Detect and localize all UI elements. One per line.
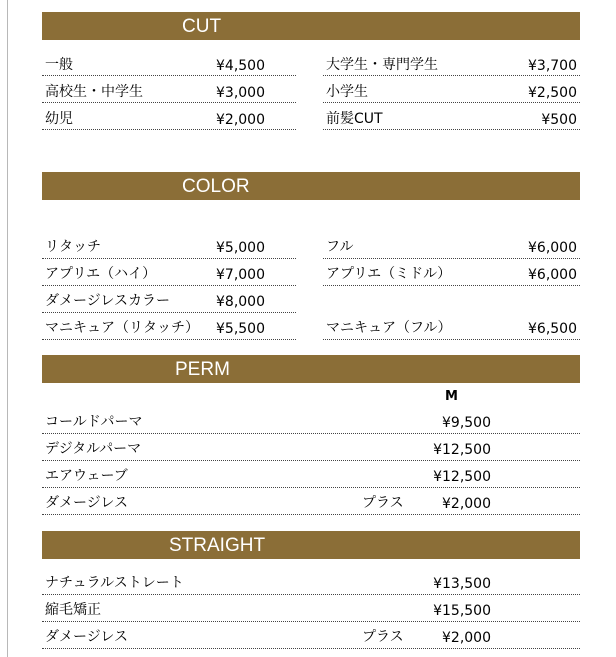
menu-item-name: リタッチ [45, 239, 101, 255]
dotted-divider [323, 258, 580, 259]
menu-item-price: ¥500 [541, 112, 577, 128]
dotted-divider [42, 514, 580, 515]
menu-item-name: 縮毛矯正 [45, 602, 101, 618]
menu-item-price: ¥5,000 [216, 240, 265, 256]
dotted-divider [323, 129, 580, 130]
menu-item-name: ナチュラルストレート [45, 575, 184, 591]
menu-item-price: ¥6,000 [528, 267, 577, 283]
menu-item-price: ¥12,500 [433, 442, 491, 458]
menu-item-name: デジタルパーマ [45, 441, 142, 457]
color-header-band [42, 172, 580, 200]
dotted-divider [42, 339, 296, 340]
menu-item-name: コールドパーマ [45, 414, 143, 430]
menu-item-name: ダメージレス [45, 495, 128, 511]
menu-item-name: フル [326, 239, 354, 255]
dotted-divider [42, 75, 296, 76]
menu-item-name: マニキュア（リタッチ） [45, 320, 199, 336]
column-header-m: M [445, 389, 458, 404]
menu-item-price: ¥2,500 [528, 85, 577, 101]
menu-item-name: マニキュア（フル） [326, 320, 452, 336]
dotted-divider [323, 75, 580, 76]
menu-item-name: 小学生 [326, 84, 368, 100]
menu-item-price: ¥6,500 [528, 321, 577, 337]
menu-item-price: ¥5,500 [216, 321, 265, 337]
cut-header-band [42, 12, 580, 40]
dotted-divider [42, 258, 296, 259]
dotted-divider [323, 339, 580, 340]
menu-item-name: 一般 [45, 57, 73, 73]
menu-item-price: ¥3,700 [528, 58, 577, 74]
dotted-divider [42, 648, 580, 649]
menu-item-name: ダメージレスカラー [45, 293, 170, 309]
dotted-divider [42, 129, 296, 130]
left-border-line [7, 0, 8, 657]
menu-item-prefix: プラス [362, 495, 404, 511]
menu-item-price: ¥6,000 [528, 240, 577, 256]
menu-item-price: ¥7,000 [216, 267, 265, 283]
menu-item-name: 幼児 [45, 111, 73, 127]
menu-item-price: ¥12,500 [433, 469, 491, 485]
perm-title: PERM [175, 359, 230, 380]
menu-item-price: ¥4,500 [216, 58, 265, 74]
cut-title: CUT [182, 16, 222, 37]
menu-item-name: ダメージレス [45, 629, 128, 645]
dotted-divider [323, 285, 580, 286]
menu-item-name: エアウェーブ [45, 468, 128, 484]
dotted-divider [42, 285, 296, 286]
menu-item-name: アプリエ（ハイ） [45, 266, 157, 282]
menu-item-name: 大学生・専門学生 [326, 57, 438, 73]
dotted-divider [42, 312, 296, 313]
dotted-divider [42, 487, 580, 488]
menu-item-price: ¥15,500 [433, 603, 491, 619]
straight-header-band [42, 531, 580, 559]
color-title: COLOR [182, 176, 250, 197]
menu-item-price: ¥3,000 [216, 85, 265, 101]
dotted-divider [42, 102, 296, 103]
menu-item-price: ¥8,000 [216, 294, 265, 310]
dotted-divider [42, 460, 580, 461]
menu-item-price: ¥2,000 [216, 112, 265, 128]
dotted-divider [42, 621, 580, 622]
dotted-divider [323, 102, 580, 103]
dotted-divider [42, 594, 580, 595]
menu-item-name: 前髪CUT [326, 111, 383, 127]
menu-item-name: アプリエ（ミドル） [326, 266, 452, 282]
menu-item-name: 高校生・中学生 [45, 84, 143, 100]
menu-item-prefix: プラス [362, 629, 404, 645]
menu-item-price: ¥9,500 [442, 415, 491, 431]
straight-title: STRAIGHT [169, 535, 266, 556]
menu-item-price: ¥2,000 [442, 630, 491, 646]
perm-header-band [42, 355, 580, 383]
dotted-divider [42, 433, 580, 434]
menu-item-price: ¥2,000 [442, 496, 491, 512]
menu-item-price: ¥13,500 [433, 576, 491, 592]
